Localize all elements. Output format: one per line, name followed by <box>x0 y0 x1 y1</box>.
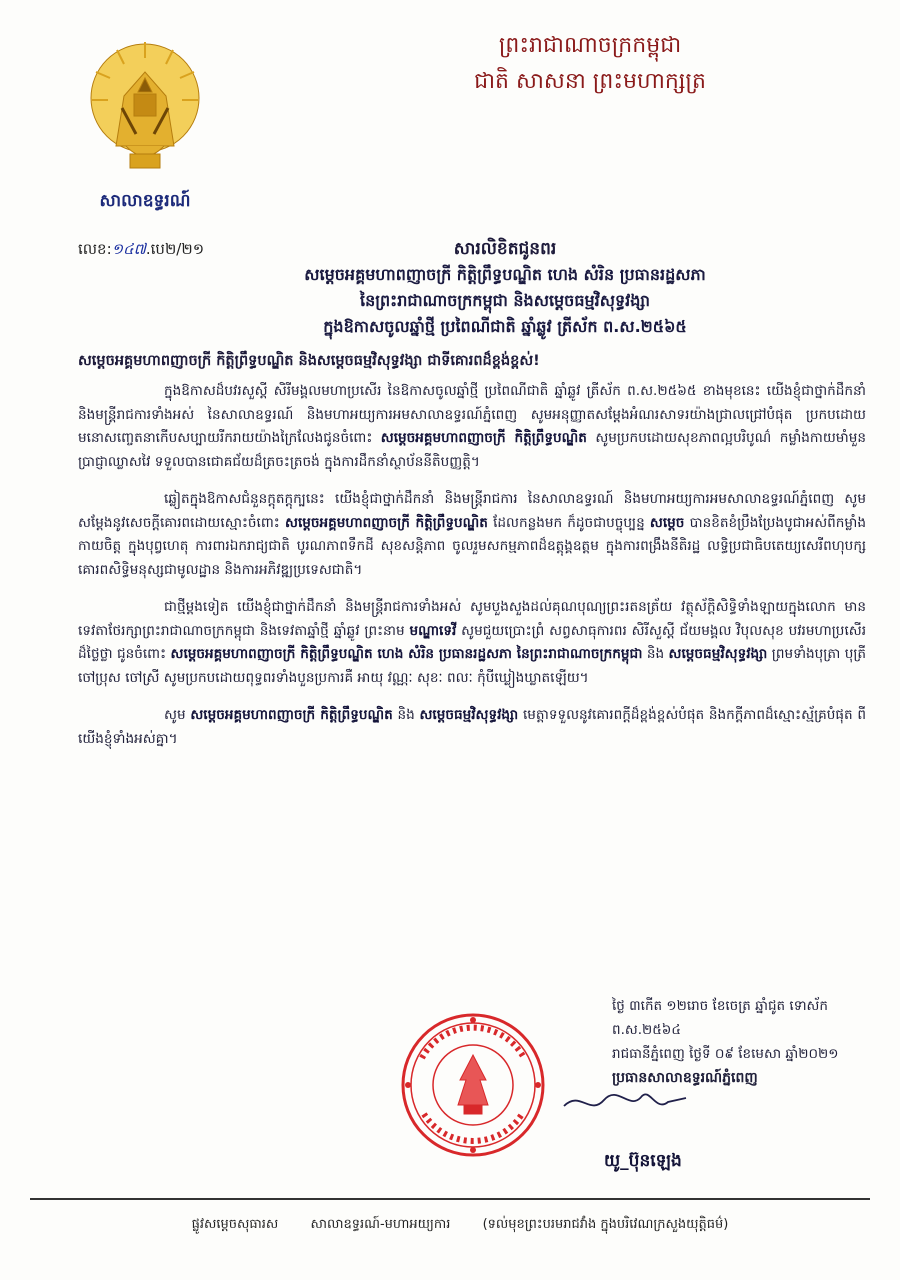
letter-body <box>78 380 866 765</box>
signatory-name: យូ_ប៊ុនឡេង <box>604 1151 682 1171</box>
footer-address <box>60 1216 860 1235</box>
ref-prefix: លេខ: <box>78 240 112 258</box>
signatory-title: ប្រធានសាលាឧទ្ធរណ៍ភ្នំពេញ <box>612 1070 758 1086</box>
p3-text: ជាថ្មីម្តងទៀត យើងខ្ញុំជាថ្នាក់ដឹកនាំ និងមន្ត្រីរាជការទាំងអស់ សូមបួងសួងដល់គុណបុណ្យព្រះរតនត្រ័យ វត្ថុស័ក្តិសិទ្ធិទាំងឡាយក្នុងលោក មានទេវតាថែរក្សាព្រះរាជាណាចក្រកម្ពុជា និងទេវតាឆ្នាំថ្មី ឆ្នាំឆ្លូវ ព្រះនាម <box>78 599 866 639</box>
p2-text: ឆ្លៀតក្នុងឱកាសជំនួនក្តុតក្តុក្បនេះ យើងខ្ញុំជាថ្នាក់ដឹកនាំ និងមន្ត្រីរាជការ នៃសាលាឧទ្ធរណ៍ និងមហាអយ្យការអមសាលាឧទ្ធរណ៍ភ្នំពេញ សូមសម្តែងនូវសេចក្តីគោរពដោយស្មោះចំពោះ <box>78 491 866 531</box>
closing-block <box>612 994 882 1090</box>
p2-mid: ដែលកន្លងមក ក៏ដូចជាបច្ចុប្បន្ន <box>493 514 645 531</box>
p1-text: ក្នុងឱកាសដ៏បវរសួស្តី សិរីមង្គលមហាប្រសើរ នៃឱកាសចូលឆ្នាំថ្មី ប្រពៃណីជាតិ ឆ្នាំឆ្លូវ ត្រីស័ក ព.ស.២៥៦៥ ខាងមុខនេះ យើងខ្ញុំជាថ្នាក់ដឹកនាំ និងមន្ត្រីរាជការទាំងអស់ នៃសាលាឧទ្ធរណ៍ និងមហាអយ្យការអមសាលាឧទ្ធរណ៍ភ្នំពេញ សូមអនុញ្ញាតសម្តែងអំណរសាទរយ៉ាងជ្រាលជ្រៅបំផុត ប្រកបដោយមនោសញ្ចេតនាកើបសប្បាយរីករាយយ៉ាងក្រៃលែងជូនចំពោះ <box>78 383 866 446</box>
paragraph-3 <box>78 596 866 690</box>
paragraph-1 <box>78 380 866 474</box>
footer-divider <box>30 1198 870 1200</box>
paragraph-2 <box>78 488 866 582</box>
p4-start: សូម <box>164 707 186 723</box>
p3-end: ព្រមទាំងបុត្រា បុត្រី ចៅប្រុស ចៅស្រី សូមប្រកបដោយពុទ្ធពរទាំងបួនប្រការគឺ អាយុ វណ្ណៈ សុខៈ ពលៈ កុំបីឃ្លៀងឃ្លាតឡើយ។ <box>78 646 866 686</box>
court-emblem-icon <box>86 38 204 178</box>
footer-street: ផ្លូវសម្តេចសុធារស <box>191 1217 279 1232</box>
ref-number: ១៤៧ <box>111 240 146 258</box>
p4-and: និង <box>397 707 415 723</box>
p2-bold-2: សម្តេច <box>649 514 685 531</box>
solar-date: រាជធានីភ្នំពេញ ថ្ងៃទី ០៩ ខែមេសា ឆ្នាំ២០២១ <box>612 1046 839 1062</box>
national-motto: ជាតិ សាសនា ព្រះមហាក្សត្រ <box>474 69 706 94</box>
p2-end: បានខិតខំប្រឹងប្រែងបូជាអស់ពីកម្លាំងកាយចិត្ត ក្នុងបុព្វហេតុ ការពារឯករាជ្យជាតិ បូរណភាពទឹកដី សុខសន្តិភាព ចូលរួមសកម្មភាពដ៏ឧត្តុង្គឧត្តម ក្នុងការពង្រឹងនីតិរដ្ឋ លទ្ធិប្រជាធិបតេយ្យសេរីពហុបក្ស គោរពសិទ្ធិមនុស្សជាមូលដ្ឋាន និងការអភិវឌ្ឍប្រទេសជាតិ។ <box>78 514 866 578</box>
p1-bold: សម្តេចអគ្គមហាពញាចក្រី កិត្តិព្រឹទ្ធបណ្ឌិត <box>380 430 587 446</box>
p4-bold-1: សម្តេចអគ្គមហាពញាចក្រី កិត្តិព្រឹទ្ធបណ្ឌិត <box>190 707 393 723</box>
letter-heading <box>150 236 860 340</box>
p3-bold-1: មណ្ឌាទេវី <box>409 622 457 639</box>
p3-mid: សូមជួយប្រោះព្រំ សព្វសាធុការពរ សិរីសួស្តី ជ័យមង្គល វិបុលសុខ បវរមហាប្រសើរដ៏ថ្លៃថ្លា ជូនចំពោះ <box>78 622 867 662</box>
p3-bold-3: សម្តេចធម្មវិសុទ្ធវង្សា <box>668 646 768 662</box>
kingdom-header <box>440 28 740 100</box>
p4-end: មេត្តាទទួលនូវគោរពក្តីដ៏ខ្ពង់ខ្ពស់បំផុត និងកក្តីភាពដ៏ស្មោះស្ម័គ្របំផុត ពីយើងខ្ញុំទាំងអស់គ្នា។ <box>78 707 867 747</box>
heading-line-4: ក្នុងឱកាសចូលឆ្នាំថ្មី ប្រពៃណីជាតិ ឆ្នាំឆ្លូវ ត្រីស័ក ព.ស.២៥៦៥ <box>323 317 687 336</box>
p3-and: និង <box>646 646 665 662</box>
lunar-date: ថ្ងៃ ៣កើត ១២រោច ខែចេត្រ ឆ្នាំជូត ទោស័ក ព.ស.២៥៦៤ <box>612 998 828 1038</box>
p2-bold-1: សម្តេចអគ្គមហាពញាចក្រី កិត្តិព្រឹទ្ធបណ្ឌិត <box>285 514 488 531</box>
kingdom-title: ព្រះរាជាណាចក្រកម្ពុជា <box>498 33 682 58</box>
court-name: សាលាឧទ្ធរណ៍ <box>99 191 191 211</box>
p3-bold-2: សម្តេចអគ្គមហាពញាចក្រី កិត្តិព្រឹទ្ធបណ្ឌិត ហេង សំរិន ប្រធានរដ្ឋសភា នៃព្រះរាជាណាចក្រកម្ពុជា <box>170 646 643 662</box>
heading-line-3: នៃព្រះរាជាណាចក្រកម្ពុជា និងសម្តេចធម្មវិសុទ្ធវង្សា <box>360 291 650 310</box>
p1-end: សូមប្រកបដោយសុខភាពល្អបរិបូណ៌ កម្លាំងកាយមាំមួន ប្រាជ្ញាឈ្លាសវៃ ទទួលបានជោគជ័យដ៏ត្រចះត្រចង់ ក្នុងការដឹកនាំស្ថាប័ននីតិបញ្ញត្តិ។ <box>78 430 866 470</box>
official-seal-icon <box>398 1010 548 1160</box>
p4-bold-2: សម្តេចធម្មវិសុទ្ធវង្សា <box>419 707 519 723</box>
footer-office: សាលាឧទ្ធរណ៍-មហាអយ្យការ <box>310 1217 451 1232</box>
paragraph-4 <box>78 704 866 751</box>
heading-line-2: សម្តេចអគ្គមហាពញាចក្រី កិត្តិព្រឹទ្ធបណ្ឌិត ហេង សំរិន ប្រធានរដ្ឋសភា <box>304 265 706 284</box>
salutation: សម្តេចអគ្គមហាពញាចក្រី កិត្តិព្រឹទ្ធបណ្ឌិត និងសម្តេចធម្មវិសុទ្ធវង្សា ជាទីគោរពដ៏ខ្ពង់ខ្ពស់! <box>78 353 540 369</box>
ref-suffix: .បេ២/២១ <box>145 240 205 258</box>
heading-line-1: សារលិខិតជូនពរ <box>453 239 557 259</box>
footer-location: (ទល់មុខព្រះបរមរាជវាំង ក្នុងបរិវេណក្រសួងយុត្តិធម៌) <box>482 1217 729 1232</box>
